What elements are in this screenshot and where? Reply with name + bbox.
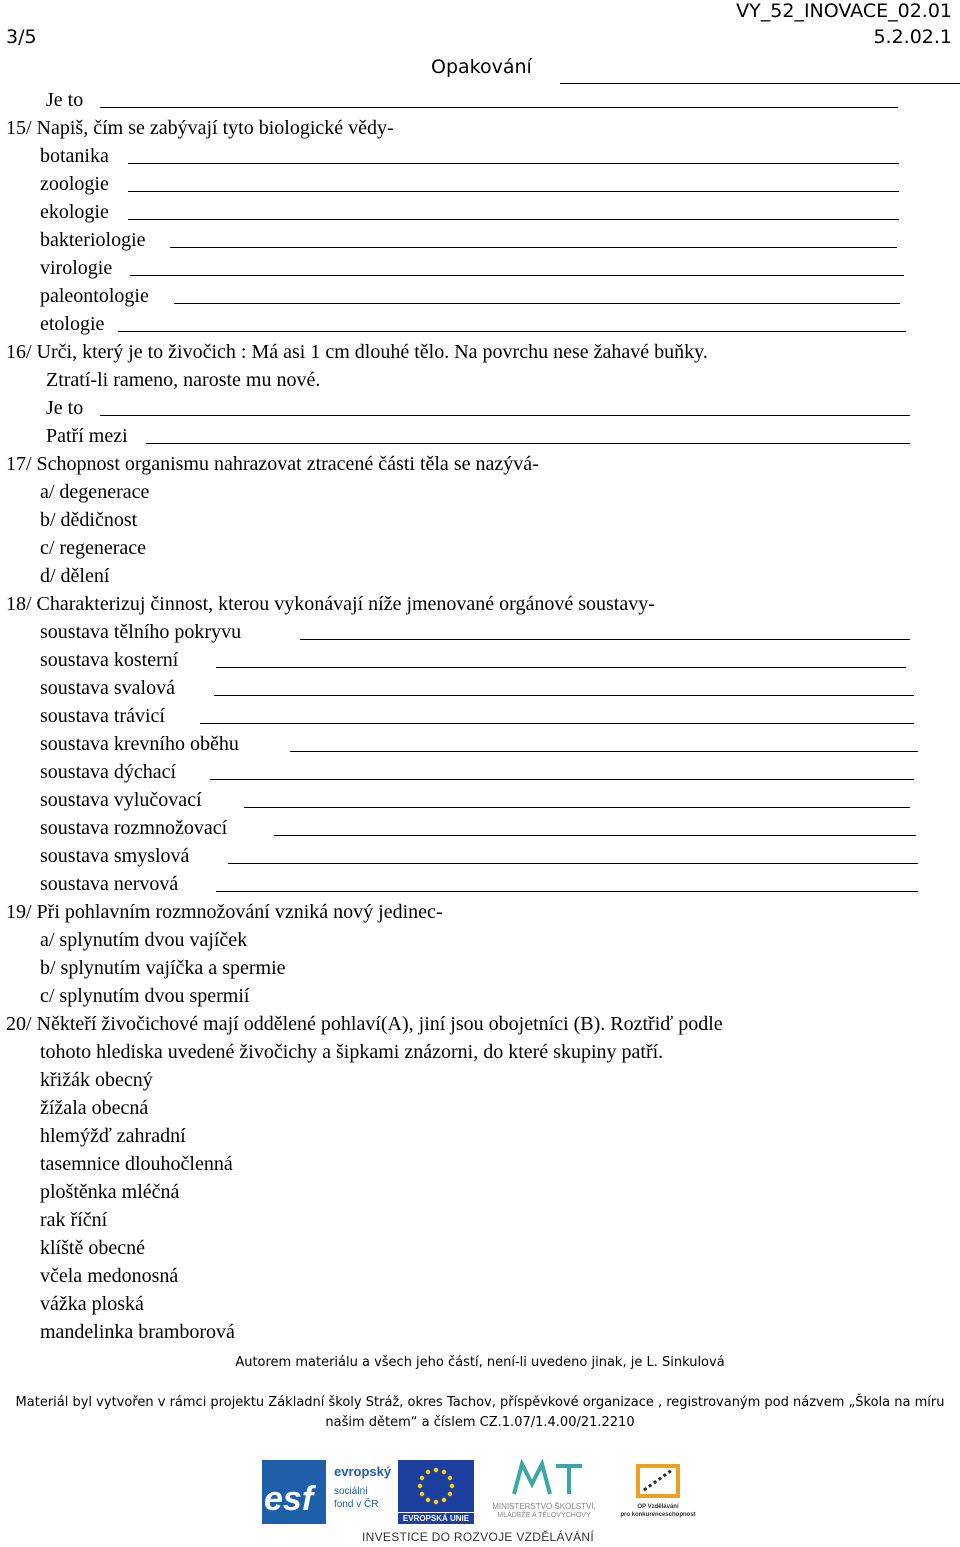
list-item: soustava vylučovací [40,789,202,811]
list-item: včela medonosná [40,1265,179,1287]
answer-line [214,695,914,696]
msmt-label-1: MINISTERSTVO ŠKOLSTVÍ, [492,1502,596,1511]
msmt-label-2: MLÁDEŽE A TĚLOVÝCHOVY [497,1512,591,1519]
list-item: virologie [40,257,113,279]
question-16: 16/ Urči, který je to živočich : Má asi 1 cm dlouhé tělo. Na povrchu nese žahavé buňky. [6,341,708,363]
project-note-line-2: našim dětem“ a číslem CZ.1.07/1.4.00/21.2210 [325,1415,635,1430]
answer-line [210,779,914,780]
op-mark-icon [634,1460,684,1500]
answer-line [216,667,906,668]
question-19: 19/ Při pohlavním rozmnožování vzniká nový jedinec- [6,901,443,923]
esf-label-1: evropský [334,1464,392,1479]
eu-label: EVROPSKÁ UNIE [398,1513,474,1524]
page-title: Opakování [431,56,532,78]
answer-option: c/ splynutím dvou spermií [40,985,250,1007]
answer-line [128,191,899,192]
list-item: soustava tělního pokryvu [40,621,242,643]
list-item: soustava kosterní [40,649,179,671]
document-subcode: 5.2.02.1 [873,26,952,48]
eu-logo [398,1460,474,1526]
answer-line [274,835,916,836]
list-item: paleontologie [40,285,149,307]
author-note: Autorem materiálu a všech jeho částí, není-li uvedeno jinak, je L. Sinkulová [235,1355,725,1370]
answer-line [128,163,899,164]
question-label: Je to [46,397,84,419]
list-item: soustava smyslová [40,845,190,867]
list-item: tasemnice dlouhočlenná [40,1153,233,1175]
list-item: vážka ploská [40,1293,144,1315]
esf-logo-text: esf [264,1480,314,1518]
question-17: 17/ Schopnost organismu nahrazovat ztracené části těla se nazývá- [6,453,539,475]
answer-option: d/ dělení [40,565,110,587]
answer-line [130,275,904,276]
answer-option: b/ splynutím vajíčka a spermie [40,957,286,979]
msmt-logo [478,1458,610,1528]
answer-line [118,331,906,332]
list-item: soustava dýchací [40,761,177,783]
answer-line [128,219,899,220]
answer-line [200,723,914,724]
answer-line [290,751,918,752]
eu-flag-icon [398,1460,474,1512]
header-rule [560,83,960,84]
list-item: žížala obecná [40,1097,149,1119]
list-item: soustava svalová [40,677,175,699]
list-item: klíště obecné [40,1237,145,1259]
page-number: 3/5 [6,26,37,48]
project-note-line-1: Materiál byl vytvořen v rámci projektu Základní školy Stráž, okres Tachov, příspěvkové organizace , registrovaným pod názvem „Škola na míru [15,1395,945,1410]
answer-line [100,107,898,108]
question-20-cont: tohoto hlediska uvedené živočichy a šipkami znázorni, do které skupiny patří. [40,1041,664,1063]
list-item: hlemýžď zahradní [40,1125,186,1147]
answer-line [170,247,897,248]
question-label: Patří mezi [46,425,128,447]
esf-label-2: sociální [334,1486,368,1497]
answer-line [174,303,900,304]
list-item: soustava nervová [40,873,179,895]
answer-line [228,863,918,864]
esf-logo [262,1460,392,1524]
question-20: 20/ Někteří živočichové mají oddělené pohlaví(A), jiní jsou obojetníci (B). Roztřiď podle [6,1013,723,1035]
list-item: soustava trávicí [40,705,165,727]
answer-line [146,443,910,444]
op-label-1: OP Vzdělávání [637,1504,679,1510]
msmt-mark-icon [508,1458,588,1498]
list-item: bakteriologie [40,229,146,251]
answer-option: c/ regenerace [40,537,147,559]
answer-line [100,415,910,416]
document-code: VY_52_INOVACE_02.01 [736,0,952,22]
list-item: křižák obecný [40,1069,153,1091]
esf-label-3: fond v ČR [334,1499,379,1510]
op-logo [614,1460,702,1526]
answer-option: a/ splynutím dvou vajíček [40,929,248,951]
answer-option: a/ degenerace [40,481,150,503]
answer-line [216,891,918,892]
list-item: mandelinka bramborová [40,1321,235,1343]
op-label-2: pro konkurenceschopnost [620,1512,696,1518]
answer-line [244,807,910,808]
question-15: 15/ Napiš, čím se zabývají tyto biologické vědy- [6,117,394,139]
list-item: botanika [40,145,109,167]
list-item: rak říční [40,1209,108,1231]
question-16-cont: Ztratí-li rameno, naroste mu nové. [46,369,321,391]
list-item: soustava krevního oběhu [40,733,239,755]
investment-banner: INVESTICE DO ROZVOJE VZDĚLÁVÁNÍ [362,1530,595,1544]
answer-option: b/ dědičnost [40,509,138,531]
answer-line [300,639,910,640]
list-item: ploštěnka mléčná [40,1181,180,1203]
list-item: soustava rozmnožovací [40,817,228,839]
list-item: etologie [40,313,105,335]
list-item: zoologie [40,173,109,195]
list-item: ekologie [40,201,109,223]
question-label: Je to [46,89,84,111]
question-18: 18/ Charakterizuj činnost, kterou vykonávají níže jmenované orgánové soustavy- [6,593,655,615]
